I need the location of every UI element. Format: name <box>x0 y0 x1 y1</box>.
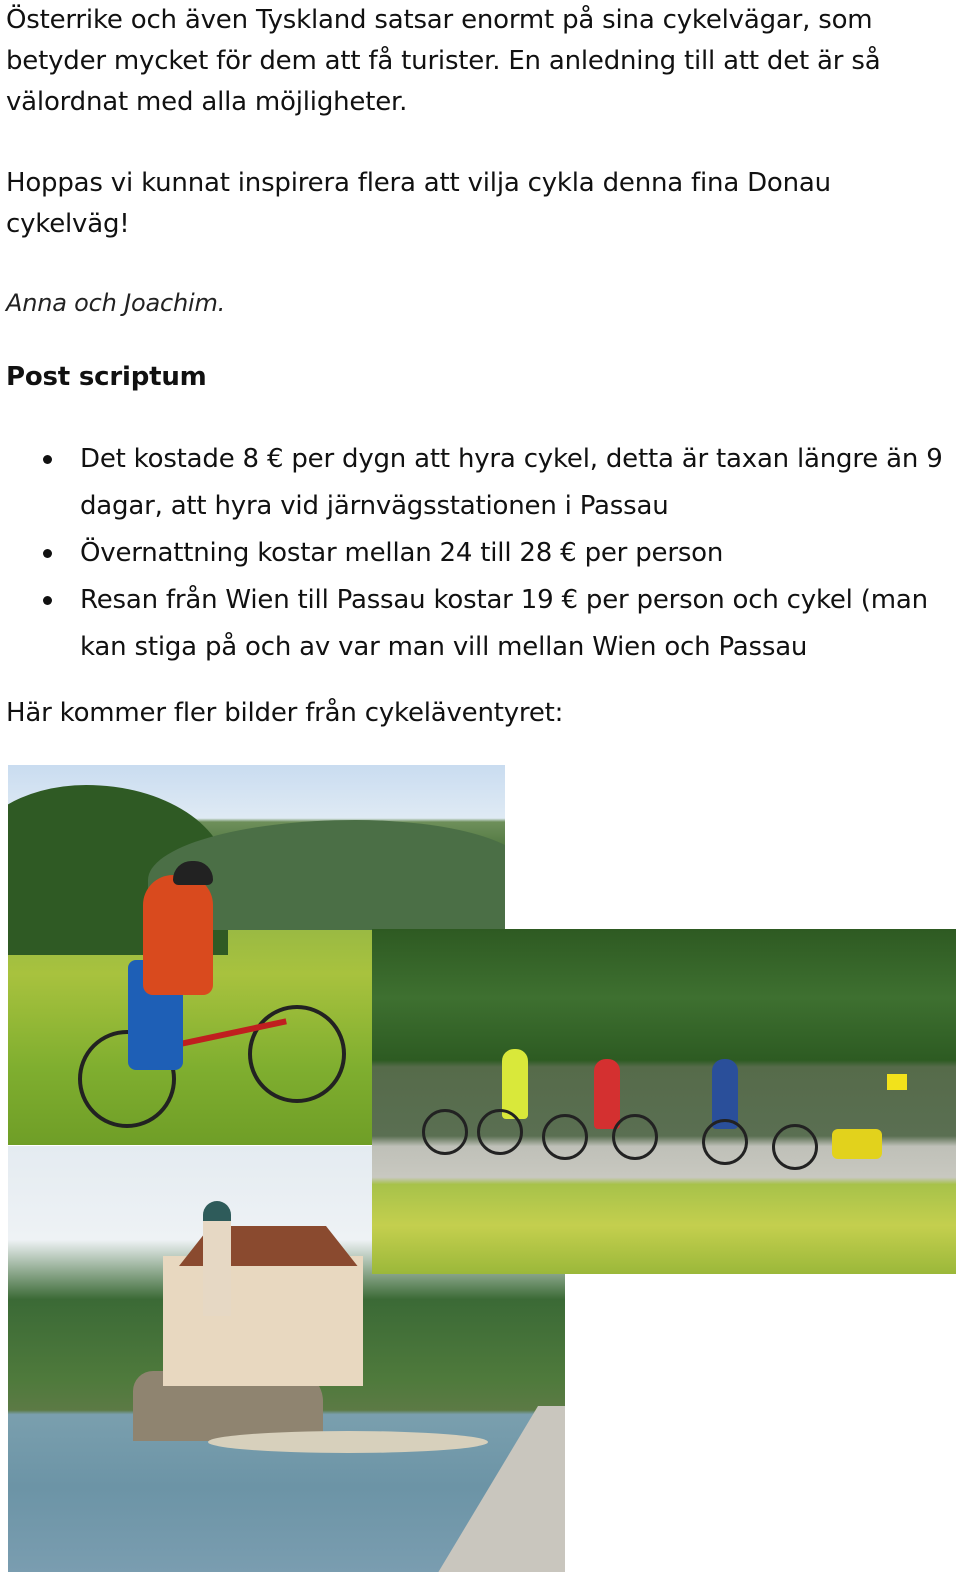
list-item-text: Övernattning kostar mellan 24 till 28 € per person <box>80 538 724 568</box>
paragraph-inspire: Hoppas vi kunnat inspirera flera att vilja cykla denna fina Donau cykelväg! <box>6 168 831 239</box>
list-item <box>0 577 960 671</box>
photo-cyclists-riverside <box>372 929 956 1274</box>
bullet-icon <box>43 596 52 605</box>
postscript-heading: Post scriptum <box>6 362 207 392</box>
list-item <box>0 530 960 577</box>
list-item-text: Resan från Wien till Passau kostar 19 € per person och cykel (man kan stiga på och av var man vill mellan Wien och Passau <box>80 585 928 662</box>
list-item <box>0 436 960 530</box>
signature: Anna och Joachim. <box>6 289 226 317</box>
postscript-list <box>0 436 960 671</box>
bullet-icon <box>43 549 52 558</box>
bullet-icon <box>43 455 52 464</box>
paragraph-tourism: Österrike och även Tyskland satsar enormt på sina cykelvägar, som betyder mycket för dem att få turister. En anledning till att det är så välordnat med alla möjligheter. <box>6 5 881 117</box>
list-item-text: Det kostade 8 € per dygn att hyra cykel, detta är taxan längre än 9 dagar, att hyra vid järnvägsstationen i Passau <box>80 444 943 521</box>
photos-intro: Här kommer fler bilder från cykeläventyret: <box>6 698 564 728</box>
